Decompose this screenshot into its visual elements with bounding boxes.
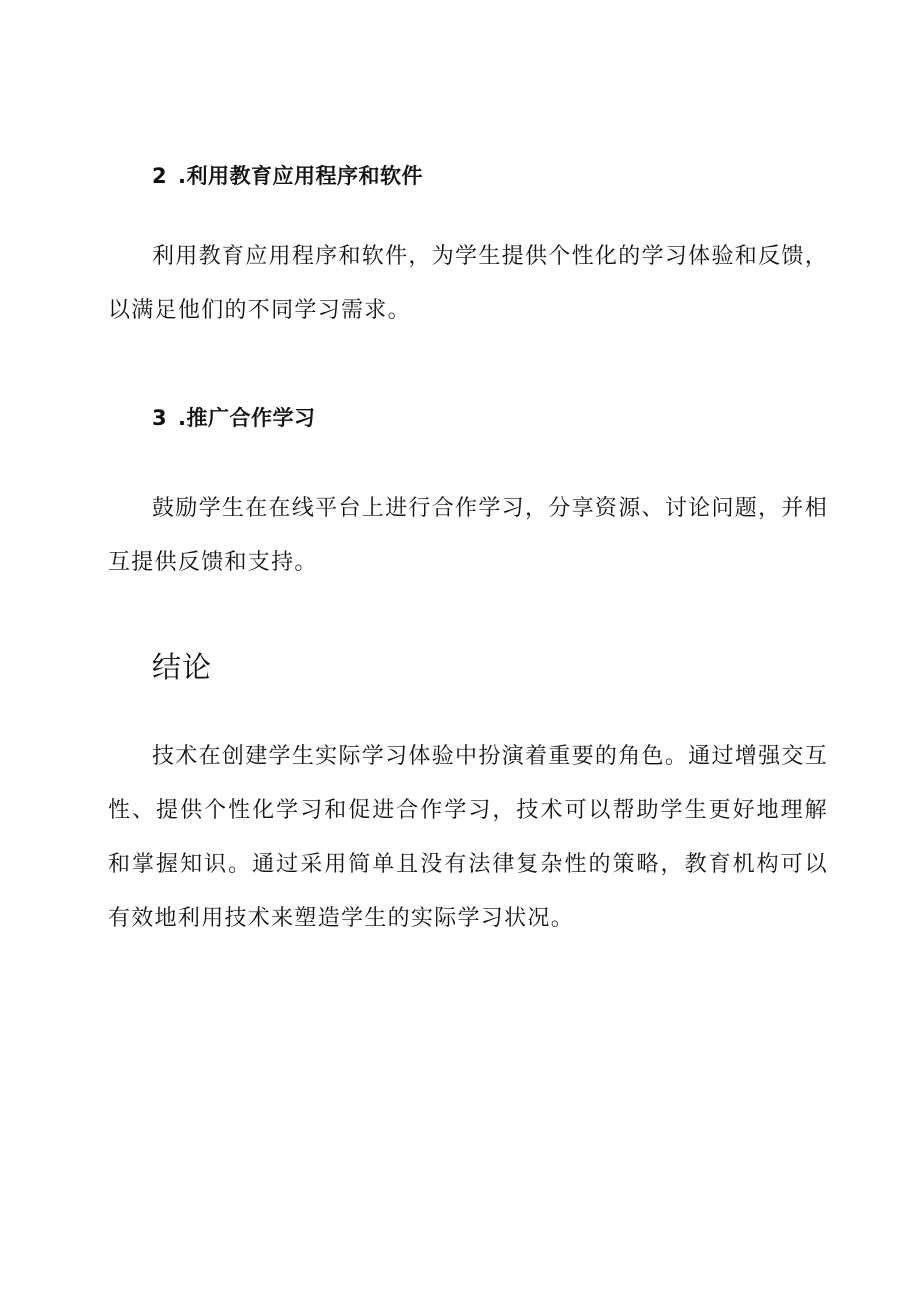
subheading-title: .推广合作学习: [178, 406, 316, 430]
paragraph-item-2: 利用教育应用程序和软件，为学生提供个性化的学习体验和反馈，以满足他们的不同学习需求。: [108, 244, 828, 323]
subheading-item-2: [152, 160, 423, 190]
subheading-title: .利用教育应用程序和软件: [178, 164, 423, 188]
paragraph-conclusion: 技术在创建学生实际学习体验中扮演着重要的角色。通过增强交互性、提供个性化学习和促进合作学习，技术可以帮助学生更好地理解和掌握知识。通过采用简单且没有法律复杂性的策略，教育机构可以有效地利用技术来塑造学生的实际学习状况。: [108, 744, 828, 931]
conclusion-heading: 结论: [152, 650, 213, 684]
subheading-number: 2: [152, 164, 168, 188]
subheading-number: 3: [152, 406, 168, 430]
subheading-item-3: [152, 402, 315, 432]
paragraph-item-3: 鼓励学生在在线平台上进行合作学习，分享资源、讨论问题，并相互提供反馈和支持。: [108, 496, 828, 575]
